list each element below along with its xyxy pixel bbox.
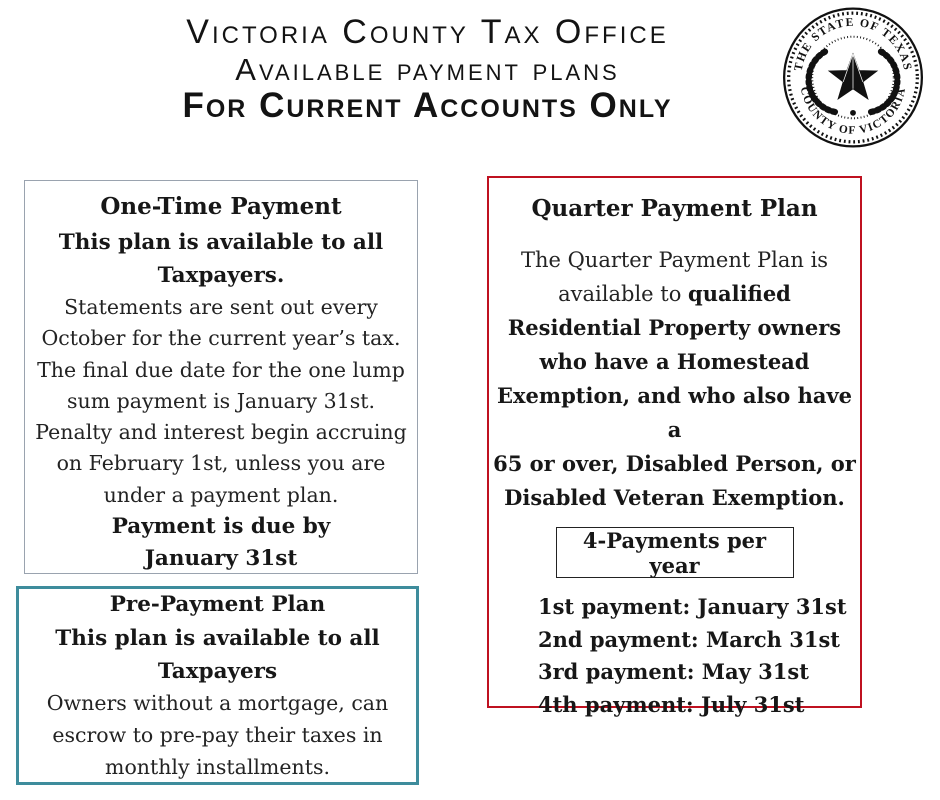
body-line: sum payment is January 31st.	[66, 388, 376, 413]
card-subtitle	[25, 226, 417, 292]
body-line: escrow to pre-pay their taxes in	[52, 722, 383, 747]
card-body	[19, 688, 416, 783]
texas-county-seal-icon	[778, 5, 928, 150]
body-line: October for the current year’s tax.	[41, 326, 401, 351]
page-title: Victoria County Tax Office	[186, 13, 669, 51]
due-date-note	[25, 511, 417, 574]
subtitle-line: Taxpayers	[157, 659, 278, 684]
subtitle-line: Taxpayers.	[157, 263, 285, 288]
intro-line: The Quarter Payment Plan is	[520, 248, 829, 272]
payments-per-year-badge: 4-Payments per year	[556, 527, 794, 578]
page-header	[50, 12, 805, 124]
pre-payment-plan-card	[16, 586, 419, 785]
body-line: Statements are sent out every	[64, 295, 378, 319]
payment-schedule-item: 2nd payment: March 31st	[538, 626, 841, 652]
payment-schedule-item: 4th payment: July 31st	[538, 691, 805, 717]
card-subtitle	[19, 622, 416, 688]
body-line: monthly installments.	[105, 754, 330, 779]
page-subtitle-emphasis: For Current Accounts Only	[182, 86, 673, 125]
body-line: under a payment plan.	[103, 482, 339, 507]
body-line: on February 1st, unless you are	[56, 451, 386, 476]
body-line: Owners without a mortgage, can	[46, 691, 389, 715]
payment-schedule-item: 1st payment: January 31st	[538, 594, 847, 619]
card-title: Pre-Payment Plan	[109, 592, 326, 617]
card-body	[489, 243, 860, 515]
seal-bottom-text: COUNTY OF VICTORIA	[797, 85, 909, 137]
payment-schedule-list	[489, 591, 860, 721]
payment-schedule-item: 3rd payment: May 31st	[538, 659, 809, 684]
intro-line: available to qualified	[558, 281, 791, 306]
subtitle-line: This plan is available to all	[55, 626, 380, 651]
card-body	[25, 292, 417, 511]
quarter-payment-plan-card	[487, 176, 862, 717]
card-title: One-Time Payment	[100, 193, 342, 220]
card-title: Quarter Payment Plan	[531, 195, 818, 222]
page-subtitle: Available payment plans	[235, 52, 620, 87]
intro-line: Exemption, and who also have a	[496, 383, 853, 442]
seal-top-text: THE STATE OF TEXAS	[791, 15, 915, 73]
intro-line: Residential Property owners	[507, 315, 842, 340]
one-time-payment-card	[24, 180, 418, 574]
body-line: The final due date for the one lump	[37, 357, 405, 382]
intro-line: Disabled Veteran Exemption.	[504, 485, 845, 510]
intro-line: 65 or over, Disabled Person, or	[493, 451, 856, 476]
intro-line: who have a Homestead	[539, 349, 810, 374]
due-date-line: Payment is due by	[111, 514, 331, 540]
subtitle-line: This plan is available to all	[58, 230, 384, 255]
due-date-line: January 31st	[144, 545, 298, 571]
body-line: Penalty and interest begin accruing	[35, 420, 407, 445]
